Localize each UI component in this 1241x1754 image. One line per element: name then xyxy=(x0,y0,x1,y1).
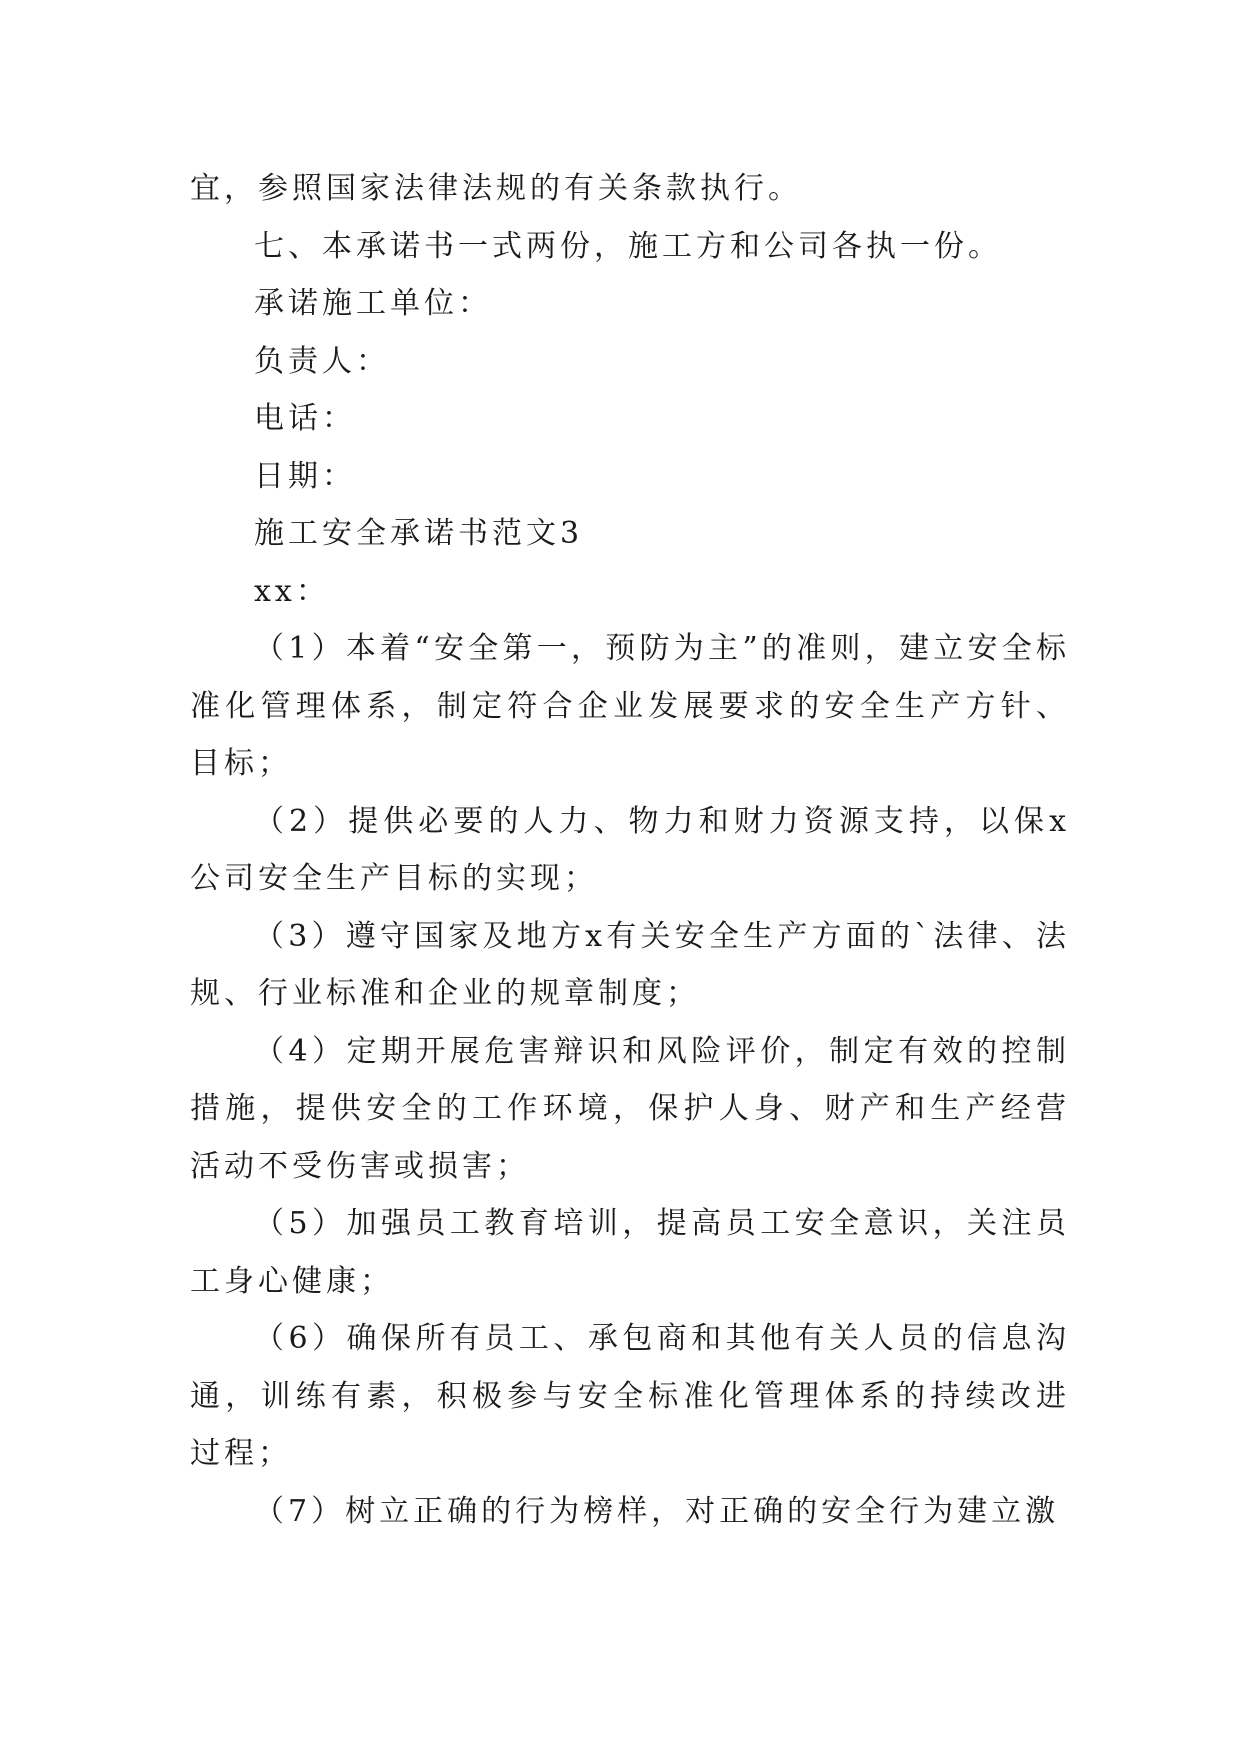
signature-phone-label: 电话： xyxy=(254,401,356,436)
list-item: （1）本着“安全第一，预防为主”的准则，建立安全标准化管理体系，制定符合企业发展要求的安全生产方针、目标； xyxy=(190,631,1070,781)
clause-seven: 七、本承诺书一式两份，施工方和公司各执一份。 xyxy=(254,228,1002,264)
document-body xyxy=(190,160,1070,1540)
signature-person-label: 负责人： xyxy=(254,343,390,379)
section-heading: 施工安全承诺书范文3 xyxy=(254,516,584,551)
signature-date-label: 日期： xyxy=(254,458,356,494)
list-item: （3）遵守国家及地方x有关安全生产方面的`法律、法规、行业标准和企业的规章制度； xyxy=(190,918,1070,1011)
paragraph-continuation: 宜，参照国家法律法规的有关条款执行。 xyxy=(190,171,802,206)
list-item: （7）树立正确的行为榜样，对正确的安全行为建立激 xyxy=(254,1493,1060,1529)
list-item: （4）定期开展危害辩识和风险评价，制定有效的控制措施，提供安全的工作环境，保护人身、财产和生产经营活动不受伤害或损害； xyxy=(190,1033,1070,1184)
salutation: xx： xyxy=(254,573,330,609)
signature-unit-label: 承诺施工单位： xyxy=(254,286,492,321)
list-item: （6）确保所有员工、承包商和其他有关人员的信息沟通，训练有素，积极参与安全标准化管理体系的持续改进过程； xyxy=(190,1321,1070,1471)
list-item: （5）加强员工教育培训，提高员工安全意识，关注员工身心健康； xyxy=(190,1206,1070,1299)
list-item: （2）提供必要的人力、物力和财力资源支持，以保x公司安全生产目标的实现； xyxy=(190,803,1070,896)
